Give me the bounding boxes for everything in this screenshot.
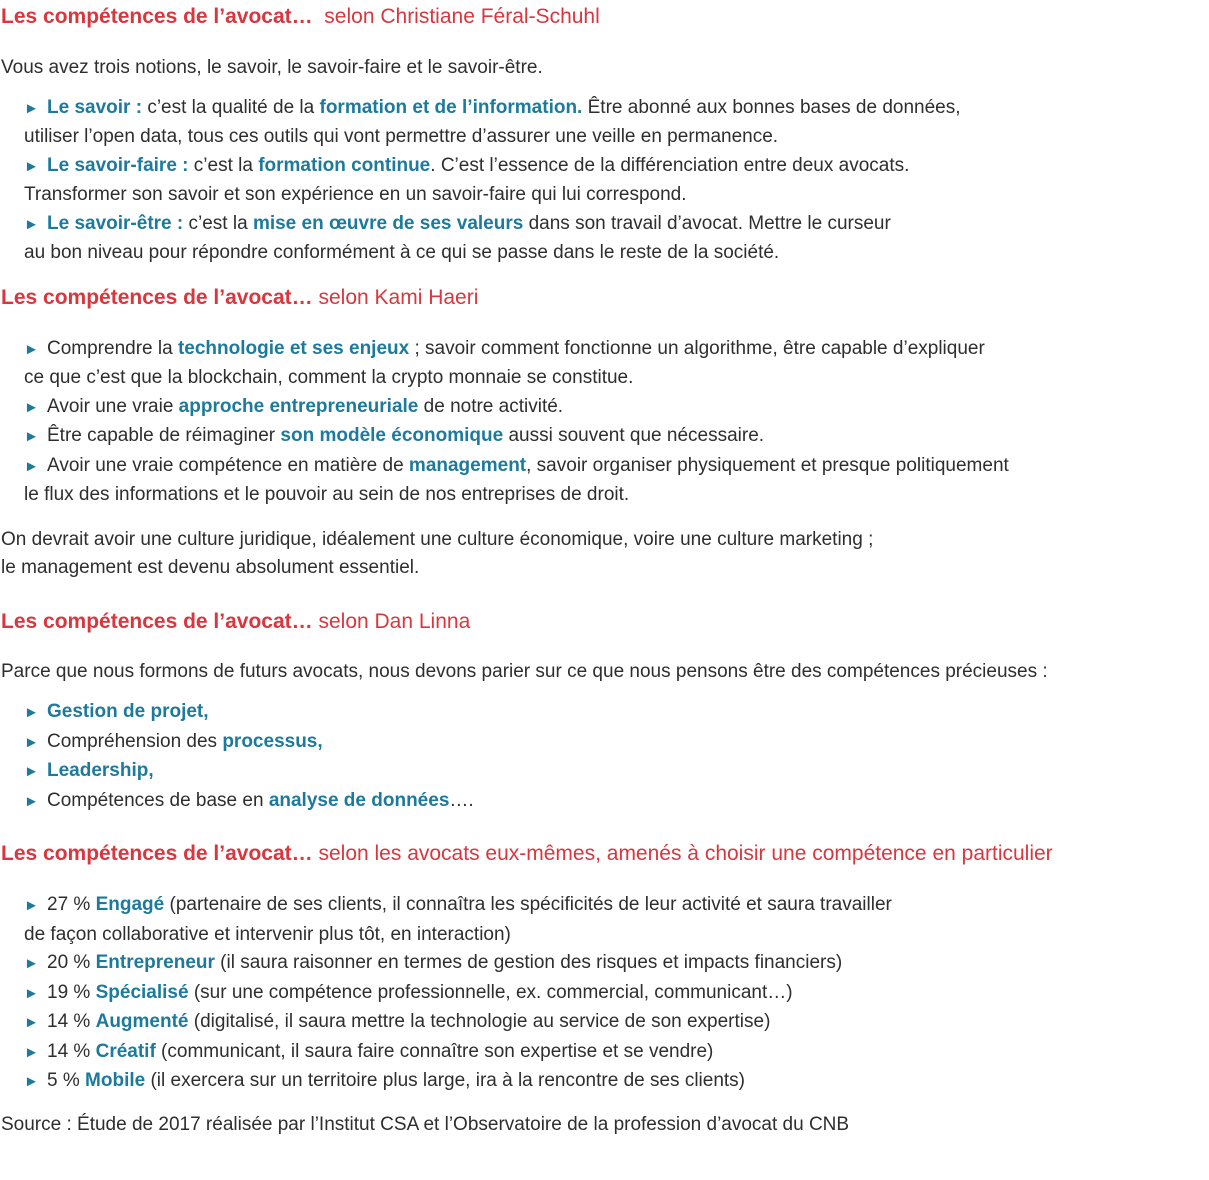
item-text: 14 %	[47, 1040, 96, 1062]
list-item	[24, 152, 1206, 182]
bullet-arrow-icon: ►	[24, 897, 39, 914]
item-text: Compétences de base en	[47, 789, 269, 811]
item-text: c’est la	[183, 212, 253, 234]
item-text: . C’est l’essence de la différenciation entre deux avocats.	[430, 154, 910, 176]
list-item	[24, 335, 1206, 365]
item-text: Être capable de réimaginer	[47, 425, 281, 446]
item-text: (partenaire de ses clients, il connaîtra les spécificités de leur activité et saura travailler	[164, 894, 892, 915]
highlight-text: Créatif	[95, 1040, 156, 1062]
list-item	[24, 728, 1206, 758]
list-item	[24, 787, 1206, 817]
heading-bold: Les compétences de l’avocat…	[1, 842, 313, 865]
section-heading	[1, 3, 1206, 31]
bullet-arrow-icon: ►	[24, 215, 39, 233]
heading-rest: selon Christiane Féral-Schuhl	[312, 5, 600, 28]
item-list	[1, 335, 1206, 510]
highlight-text: Leadership,	[47, 760, 154, 781]
list-item	[24, 757, 1206, 787]
list-item-continuation	[24, 364, 1206, 393]
bullet-arrow-icon: ►	[24, 984, 39, 1002]
item-text: , savoir organiser physiquement et presque politiquement	[526, 454, 1009, 476]
highlight-text: processus,	[222, 730, 323, 752]
highlight-text: Mobile	[85, 1070, 146, 1091]
item-text: c’est la qualité de la	[142, 96, 320, 118]
heading-bold: Les compétences de l’avocat…	[1, 5, 313, 28]
list-item	[24, 891, 1206, 921]
bullet-arrow-icon: ►	[24, 1014, 39, 1031]
highlight-text: formation continue	[258, 154, 431, 176]
item-text: 20 %	[47, 952, 96, 973]
section-avocats	[1, 840, 1206, 1139]
item-text: (il saura raisonner en termes de gestion des risques et impacts financiers)	[214, 952, 843, 973]
highlight-text: Augmenté	[95, 1011, 189, 1032]
bullet-arrow-icon: ►	[24, 1073, 39, 1090]
list-item	[24, 1038, 1206, 1068]
highlight-text: Entrepreneur	[95, 952, 215, 973]
item-text: (digitalisé, il saura mettre la technologie au service de son expertise)	[188, 1011, 771, 1032]
heading-rest: selon Kami Haeri	[312, 285, 479, 309]
list-item	[24, 393, 1206, 423]
bullet-arrow-icon: ►	[24, 704, 39, 721]
heading-bold: Les compétences de l’avocat…	[1, 285, 313, 309]
section-intro: Parce que nous formons de futurs avocats, nous devons parier sur ce que nous pensons être des compétences précieuses :	[1, 660, 1048, 682]
item-text: de façon collaborative et intervenir plus tôt, en interaction)	[24, 923, 511, 945]
outro-line: On devrait avoir une culture juridique, idéalement une culture économique, voire une culture marketing ;	[1, 528, 874, 550]
bullet-arrow-icon: ►	[24, 428, 39, 445]
bullet-arrow-icon: ►	[24, 733, 39, 751]
item-text: Avoir une vraie compétence en matière de	[47, 454, 409, 476]
item-text: (il exercera sur un territoire plus large, ira à la rencontre de ses clients)	[145, 1070, 746, 1091]
item-text: Avoir une vraie	[47, 395, 179, 417]
list-item	[24, 94, 1206, 124]
item-text: de notre activité.	[418, 395, 564, 417]
section-outro	[1, 526, 1206, 583]
bullet-arrow-icon: ►	[24, 398, 39, 416]
list-item	[24, 422, 1206, 452]
bullet-arrow-icon: ►	[24, 763, 39, 780]
outro-line: le management est devenu absolument essentiel.	[1, 557, 420, 578]
highlight-text: Le savoir-être :	[47, 212, 184, 234]
section-heading	[1, 284, 1206, 312]
section-heading	[1, 608, 1206, 636]
item-text: au bon niveau pour répondre conformément à ce qui se passe dans le reste de la société.	[24, 242, 780, 263]
item-text: aussi souvent que nécessaire.	[503, 425, 765, 446]
highlight-text: Engagé	[95, 894, 165, 915]
section-haeri	[1, 284, 1206, 583]
item-text: utiliser l’open data, tous ces outils qui vont permettre d’assurer une veille en permanence.	[24, 126, 779, 147]
section-heading	[1, 840, 1206, 868]
list-item-continuation	[24, 481, 1206, 510]
item-text: 27 %	[47, 894, 96, 915]
list-item	[24, 979, 1206, 1009]
highlight-text: analyse de données	[268, 789, 450, 811]
item-text: 14 %	[47, 1011, 96, 1032]
item-text: c’est la	[188, 154, 259, 176]
highlight-text: technologie et ses enjeux	[177, 337, 410, 359]
item-text: ; savoir comment fonctionne un algorithme, être capable d’expliquer	[409, 337, 985, 359]
bullet-arrow-icon: ►	[24, 340, 39, 358]
list-item	[24, 949, 1206, 979]
section-feral-schuhl	[1, 3, 1206, 268]
section-linna	[1, 608, 1206, 817]
bullet-arrow-icon: ►	[24, 792, 39, 810]
list-item-continuation	[24, 239, 1206, 268]
item-text: Compréhension des	[47, 730, 223, 752]
item-list	[1, 698, 1206, 816]
highlight-text: Le savoir-faire :	[47, 154, 189, 176]
item-text: Être abonné aux bonnes bases de données,	[582, 96, 961, 118]
highlight-text: Gestion de projet,	[47, 701, 209, 722]
list-item	[24, 1008, 1206, 1038]
heading-bold: Les compétences de l’avocat…	[1, 609, 313, 633]
item-text: 19 %	[47, 981, 96, 1003]
item-text: (communicant, il saura faire connaître son expertise et se vendre)	[155, 1040, 714, 1062]
bullet-arrow-icon: ►	[24, 457, 39, 475]
item-list	[1, 891, 1206, 1097]
list-item	[24, 1067, 1206, 1097]
document-page	[1, 0, 1206, 1139]
source-note: Source : Étude de 2017 réalisée par l’Institut CSA et l’Observatoire de la profession d’avocat du CNB	[1, 1113, 850, 1135]
heading-rest: selon Dan Linna	[312, 609, 471, 633]
highlight-text: formation et de l’information.	[319, 96, 583, 118]
list-item	[24, 698, 1206, 728]
list-item	[24, 452, 1206, 482]
item-text: ….	[449, 789, 474, 811]
item-text: (sur une compétence professionnelle, ex. commercial, communicant…)	[188, 981, 793, 1003]
item-text: le flux des informations et le pouvoir au sein de nos entreprises de droit.	[24, 484, 630, 505]
list-item-continuation	[24, 123, 1206, 152]
list-item	[24, 210, 1206, 240]
item-text: Comprendre la	[47, 337, 178, 359]
highlight-text: management	[408, 454, 527, 476]
list-item-continuation	[24, 181, 1206, 210]
bullet-arrow-icon: ►	[24, 1043, 39, 1061]
item-text: Transformer son savoir et son expérience en un savoir-faire qui lui correspond.	[24, 184, 687, 205]
item-text: 5 %	[47, 1070, 86, 1091]
heading-rest: selon les avocats eux-mêmes, amenés à choisir une compétence en particulier	[312, 842, 1053, 865]
highlight-text: mise en œuvre de ses valeurs	[252, 212, 524, 234]
highlight-text: approche entrepreneuriale	[178, 395, 419, 417]
highlight-text: Spécialisé	[95, 981, 189, 1003]
section-intro: Vous avez trois notions, le savoir, le savoir-faire et le savoir-être.	[1, 57, 543, 78]
item-text: dans son travail d’avocat. Mettre le curseur	[523, 212, 891, 234]
bullet-arrow-icon: ►	[24, 955, 39, 972]
item-text: ce que c’est que la blockchain, comment la crypto monnaie se constitue.	[24, 367, 634, 388]
highlight-text: son modèle économique	[280, 425, 504, 446]
highlight-text: Le savoir :	[47, 96, 143, 118]
list-item-continuation	[24, 921, 1206, 950]
bullet-arrow-icon: ►	[24, 157, 39, 175]
item-list	[1, 94, 1206, 268]
bullet-arrow-icon: ►	[24, 99, 39, 117]
